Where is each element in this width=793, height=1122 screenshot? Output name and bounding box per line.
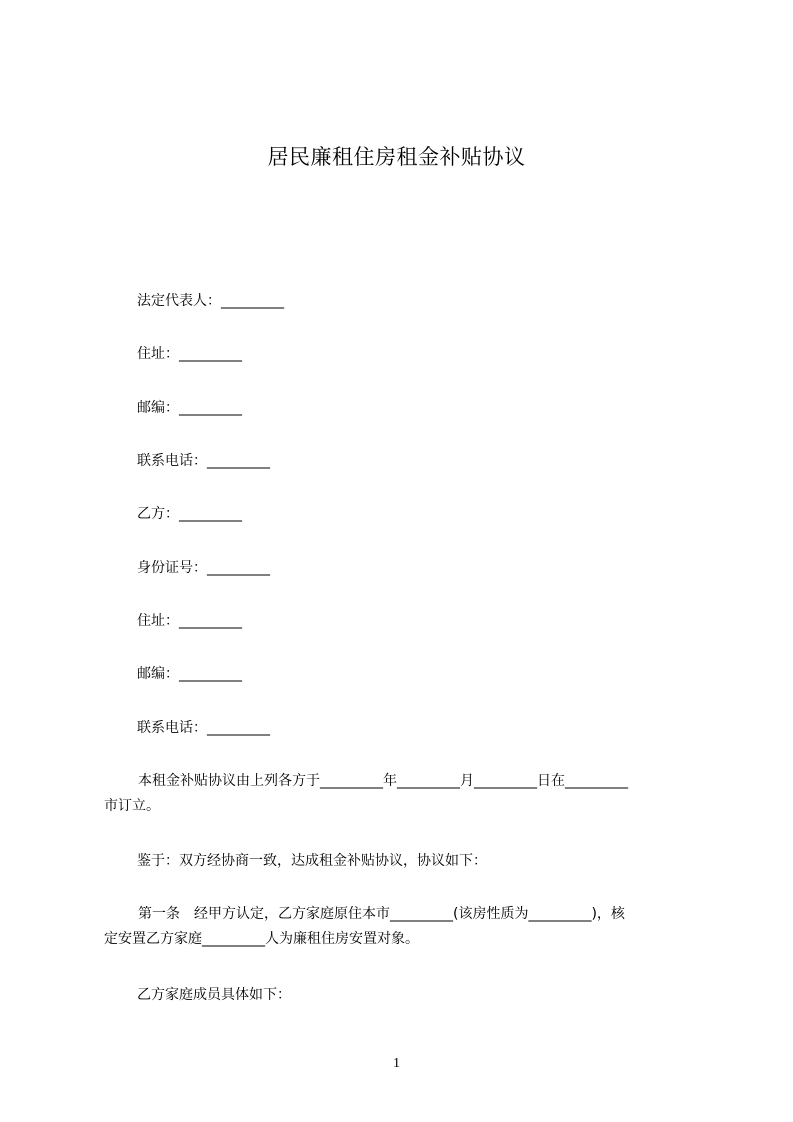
field-value: _________ — [179, 666, 242, 682]
paragraph-whereas: 鉴于：双方经协商一致，达成租金补贴协议，协议如下： — [137, 853, 487, 869]
field-value: _________ — [207, 453, 270, 469]
paragraph-line: 定安置乙方家庭_________人为廉租住房安置对象。 — [104, 931, 419, 947]
paragraph-article-1 — [104, 904, 700, 949]
field-legal-representative — [137, 291, 284, 311]
field-value: _________ — [179, 506, 242, 522]
field-address-a — [137, 344, 242, 364]
field-value: _________ — [179, 400, 242, 416]
field-label: 邮编： — [137, 666, 179, 682]
field-label: 住址： — [137, 613, 179, 629]
field-label: 法定代表人： — [137, 293, 221, 309]
field-postcode-a — [137, 398, 242, 418]
field-label: 身份证号： — [137, 560, 207, 576]
field-party-b — [137, 504, 242, 524]
field-value: _________ — [207, 560, 270, 576]
field-label: 联系电话： — [137, 453, 207, 469]
field-label: 乙方： — [137, 506, 179, 522]
field-value: _________ — [179, 613, 242, 629]
paragraph-line: 本租金补贴协议由上列各方于_________年_________月_________日在_________ — [138, 773, 628, 789]
field-value: _________ — [221, 293, 284, 309]
paragraph-family-members: 乙方家庭成员具体如下： — [137, 987, 291, 1003]
field-label: 住址： — [137, 346, 179, 362]
field-phone-a — [137, 451, 270, 471]
field-value: _________ — [179, 346, 242, 362]
field-postcode-b — [137, 664, 242, 684]
field-phone-b — [137, 718, 270, 738]
paragraph-line: 市订立。 — [104, 798, 160, 814]
paragraph-signing — [104, 771, 700, 816]
paragraph-line: 第一条 经甲方认定，乙方家庭原住本市_________(该房性质为_________)，核 — [138, 906, 625, 922]
field-value: _________ — [207, 720, 270, 736]
field-id-number — [137, 558, 270, 578]
field-label: 邮编： — [137, 400, 179, 416]
page-number: 1 — [393, 1056, 400, 1071]
field-label: 联系电话： — [137, 720, 207, 736]
document-title: 居民廉租住房租金补贴协议 — [267, 145, 526, 169]
field-address-b — [137, 611, 242, 631]
